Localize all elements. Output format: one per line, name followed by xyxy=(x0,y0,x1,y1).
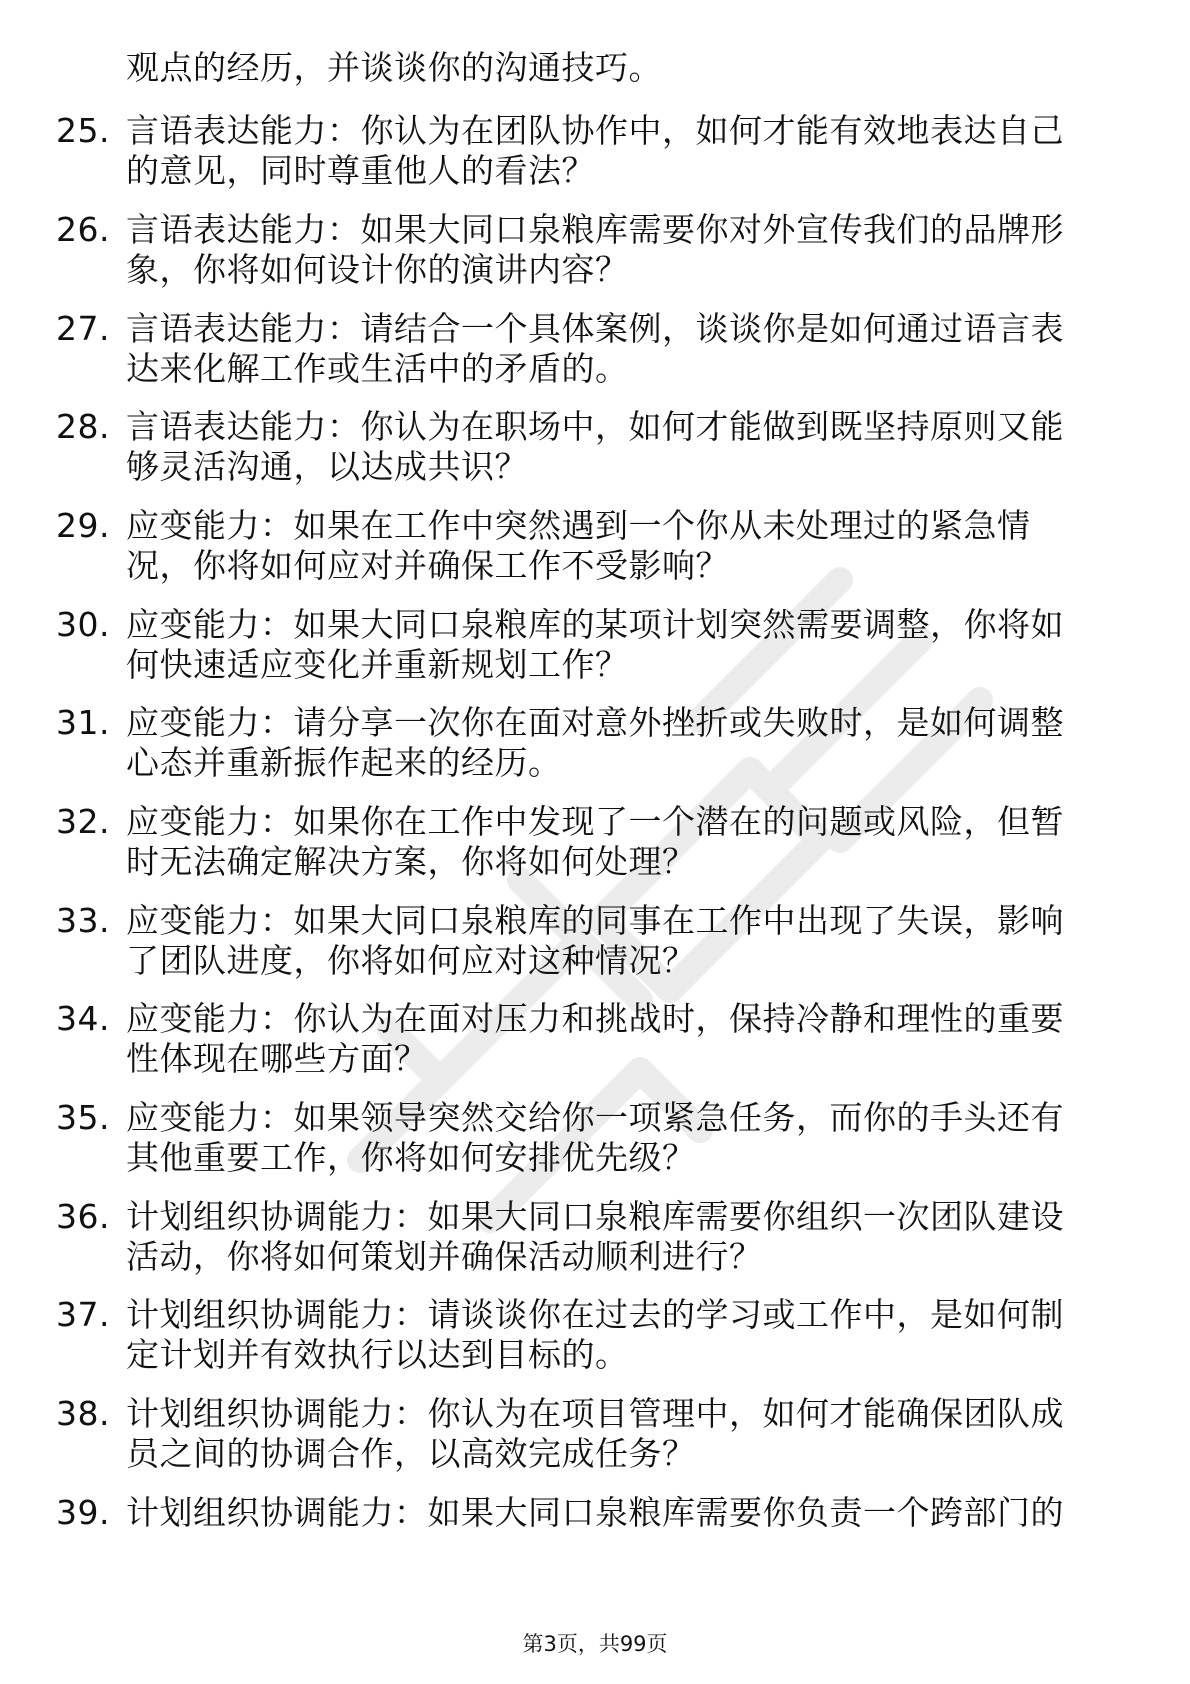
item-text-line: 言语表达能力：请结合一个具体案例，谈谈你是如何通过语言表 xyxy=(126,309,1064,348)
item-text-line: 计划组织协调能力：如果大同口泉粮库需要你组织一次团队建设 xyxy=(126,1197,1064,1236)
item-number: 38. xyxy=(56,1394,110,1433)
item-number: 27. xyxy=(56,309,110,348)
item-number: 26. xyxy=(56,210,110,249)
item-text-line: 何快速适应变化并重新规划工作？ xyxy=(126,645,629,684)
item-text-line: 应变能力：如果你在工作中发现了一个潜在的问题或风险，但暂 xyxy=(126,802,1064,841)
item-text-line: 言语表达能力：你认为在职场中，如何才能做到既坚持原则又能 xyxy=(126,407,1064,446)
item-number: 32. xyxy=(56,802,110,841)
item-text-line: 够灵活沟通，以达成共识？ xyxy=(126,447,528,486)
item-text-line: 员之间的协调合作，以高效完成任务？ xyxy=(126,1434,696,1473)
item-text-line: 计划组织协调能力：你认为在项目管理中，如何才能确保团队成 xyxy=(126,1394,1064,1433)
item-text-line: 时无法确定解决方案，你将如何处理？ xyxy=(126,842,696,881)
item-number: 33. xyxy=(56,901,110,940)
item-number: 36. xyxy=(56,1197,110,1236)
item-text-line: 应变能力：请分享一次你在面对意外挫折或失败时，是如何调整 xyxy=(126,703,1064,742)
item-number: 30. xyxy=(56,605,110,644)
item-text-line: 了团队进度，你将如何应对这种情况？ xyxy=(126,941,696,980)
item-text-line: 定计划并有效执行以达到目标的。 xyxy=(126,1335,629,1374)
item-text-line: 活动，你将如何策划并确保活动顺利进行？ xyxy=(126,1237,763,1276)
item-number: 35. xyxy=(56,1098,110,1137)
item-text-line: 心态并重新振作起来的经历。 xyxy=(126,743,562,782)
item-text-line: 应变能力：如果大同口泉粮库的某项计划突然需要调整，你将如 xyxy=(126,605,1064,644)
item-text-line: 其他重要工作，你将如何安排优先级？ xyxy=(126,1138,696,1177)
item-text-line: 言语表达能力：如果大同口泉粮库需要你对外宣传我们的品牌形 xyxy=(126,210,1064,249)
item-text-line: 计划组织协调能力：如果大同口泉粮库需要你负责一个跨部门的 xyxy=(126,1493,1064,1532)
item-text-line: 应变能力：如果在工作中突然遇到一个你从未处理过的紧急情 xyxy=(126,506,1031,545)
item-text-line: 的意见，同时尊重他人的看法？ xyxy=(126,151,595,190)
item-text-line: 言语表达能力：你认为在团队协作中，如何才能有效地表达自己 xyxy=(126,111,1064,150)
item-number: 37. xyxy=(56,1295,110,1334)
item-text-line: 观点的经历，并谈谈你的沟通技巧。 xyxy=(126,48,662,87)
item-number: 25. xyxy=(56,111,110,150)
item-text-line: 应变能力：如果大同口泉粮库的同事在工作中出现了失误，影响 xyxy=(126,901,1064,940)
item-text-line: 应变能力：你认为在面对压力和挑战时，保持冷静和理性的重要 xyxy=(126,999,1064,1038)
item-text-line: 应变能力：如果领导突然交给你一项紧急任务，而你的手头还有 xyxy=(126,1098,1064,1137)
item-text-line: 象，你将如何设计你的演讲内容？ xyxy=(126,250,629,289)
item-number: 39. xyxy=(56,1493,110,1532)
item-text-line: 达来化解工作或生活中的矛盾的。 xyxy=(126,349,629,388)
page-footer: 第3页，共99页 xyxy=(522,1632,668,1656)
item-number: 29. xyxy=(56,506,110,545)
item-text-line: 计划组织协调能力：请谈谈你在过去的学习或工作中，是如何制 xyxy=(126,1295,1064,1334)
item-number: 28. xyxy=(56,407,110,446)
item-number: 31. xyxy=(56,703,110,742)
item-number: 34. xyxy=(56,999,110,1038)
item-text-line: 况，你将如何应对并确保工作不受影响？ xyxy=(126,546,729,585)
item-text-line: 性体现在哪些方面？ xyxy=(126,1039,428,1078)
